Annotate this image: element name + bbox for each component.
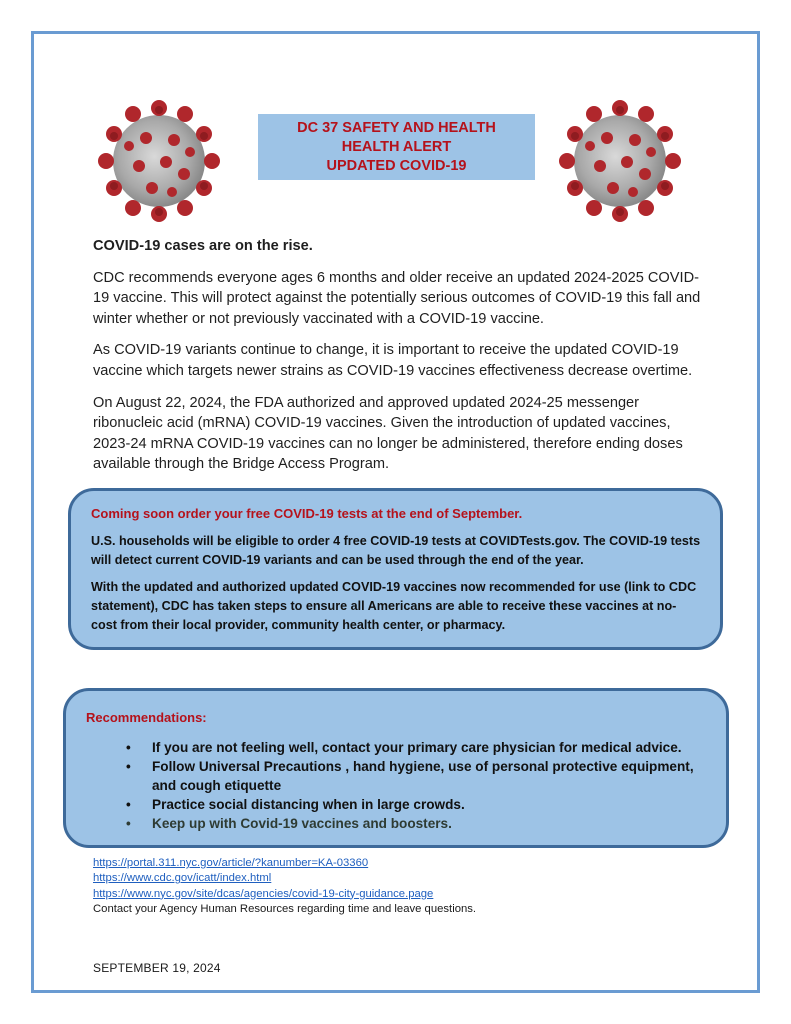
free-tests-paragraph-1: U.S. households will be eligible to order 4 free COVID-19 tests at COVIDTests.gov. The COVID-19 tests will detect current COVID-19 variants and can be used through the end of the year. <box>91 534 701 567</box>
recommendations-list <box>86 738 708 833</box>
recommendation-text: If you are not feeling well, contact your primary care physician for medical advice. <box>152 740 682 755</box>
free-tests-paragraph-2: With the updated and authorized updated COVID-19 vaccines now recommended for use (link to CDC statement), CDC has taken steps to ensure all Americans are able to receive these vaccines at no-cost from their local provider, community health center, or pharmacy. <box>91 580 697 632</box>
reference-links <box>93 856 476 917</box>
bullet-icon: • <box>126 759 131 774</box>
recommendation-item <box>126 738 708 757</box>
coronavirus-icon <box>555 96 685 226</box>
recommendations-callout <box>63 688 729 848</box>
paragraph-cdc-recommendation: CDC recommends everyone ages 6 months and older receive an updated 2024-2025 COVID-19 vaccine. This will protect against the potentially serious outcomes of COVID-19 this fall and winter whether or not previously vaccinated with a COVID-19 vaccine. <box>93 269 701 327</box>
coronavirus-image-right <box>555 96 685 226</box>
bullet-icon: • <box>126 797 131 812</box>
publication-date: SEPTEMBER 19, 2024 <box>93 961 221 975</box>
link-nyc-dcas-guidance[interactable]: https://www.nyc.gov/site/dcas/agencies/covid-19-city-guidance.page <box>93 887 434 900</box>
coronavirus-image-left <box>94 96 224 226</box>
link-cdc-icatt[interactable]: https://www.cdc.gov/icatt/index.html <box>93 872 272 885</box>
recommendation-text: Keep up with Covid-19 vaccines and boosters. <box>152 816 452 831</box>
recommendation-item <box>126 814 708 833</box>
bullet-icon: • <box>126 740 131 755</box>
hr-contact-note: Contact your Agency Human Resources regarding time and leave questions. <box>93 902 477 915</box>
recommendations-heading: Recommendations: <box>86 710 207 725</box>
bullet-icon: • <box>126 816 131 831</box>
recommendation-text: Practice social distancing when in large crowds. <box>152 797 465 812</box>
title-line-1: DC 37 SAFETY AND HEALTH <box>297 119 496 136</box>
coronavirus-icon <box>94 96 224 226</box>
main-content <box>93 236 703 486</box>
recommendation-item <box>126 795 708 814</box>
link-nyc-311[interactable]: https://portal.311.nyc.gov/article/?kanumber=KA-03360 <box>93 857 369 869</box>
paragraph-variants: As COVID-19 variants continue to change, it is important to receive the updated COVID-19 vaccine which targets newer strains as COVID-19 vaccines effectiveness decrease overtime. <box>93 342 693 379</box>
paragraph-fda-approval: On August 22, 2024, the FDA authorized and approved updated 2024-25 messenger ribonucleic acid (mRNA) COVID-19 vaccines. Given the introduction of updated vaccines, 2023-24 mRNA COVID-19 vaccines can no longer be administered, therefore ending doses available through the Bridge Access Program. <box>93 394 683 473</box>
recommendation-item <box>126 757 708 795</box>
title-line-2: HEALTH ALERT <box>341 138 452 155</box>
alert-title-box <box>258 114 535 180</box>
free-tests-heading: Coming soon order your free COVID-19 tests at the end of September. <box>91 506 523 521</box>
recommendation-text: Follow Universal Precautions , hand hygiene, use of personal protective equipment, and cough etiquette <box>152 759 694 793</box>
free-tests-callout <box>68 488 723 650</box>
lead-heading: COVID-19 cases are on the rise. <box>93 238 313 254</box>
title-line-3: UPDATED COVID-19 <box>326 157 467 174</box>
